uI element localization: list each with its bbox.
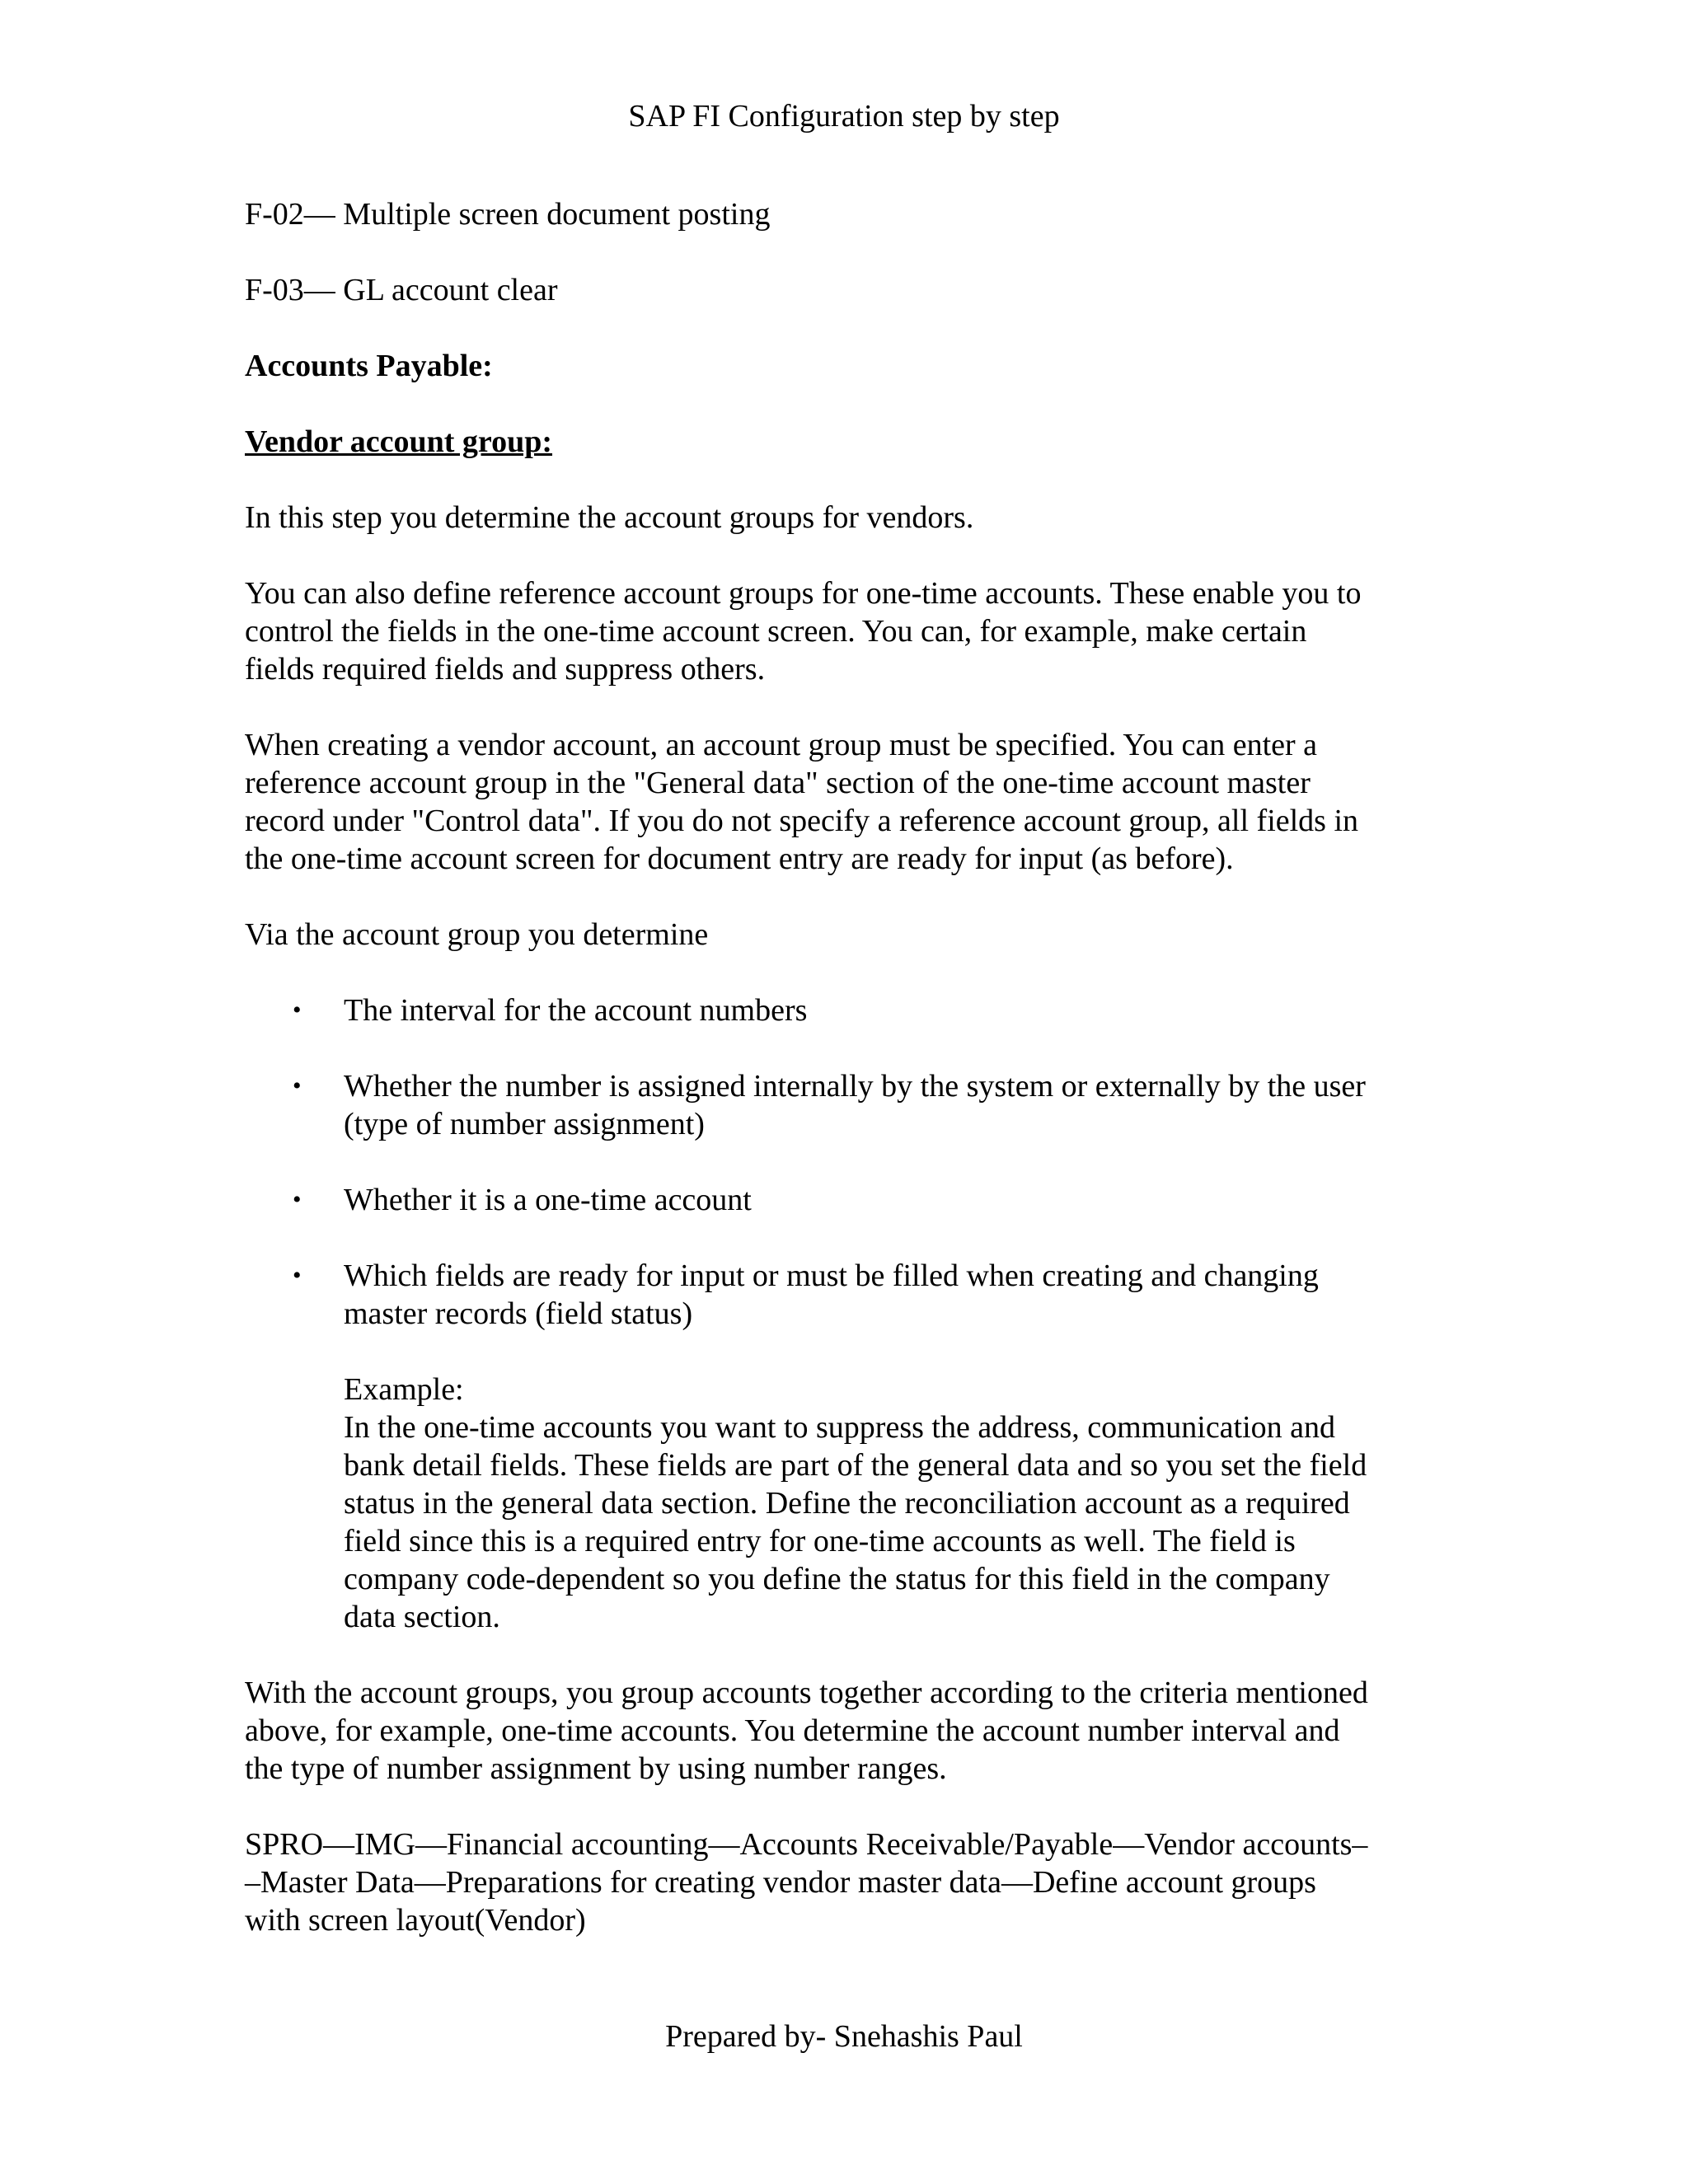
bullet-icon: • <box>293 996 302 1024</box>
list-item <box>245 1067 1456 1143</box>
paragraph-grouping: With the account groups, you group accounts together according to the criteria mentioned above, for example, one-time accounts. You determine the account number interval and the type of number assignment by using number ranges. <box>245 1675 1368 1786</box>
section-heading-accounts-payable: Accounts Payable: <box>245 349 493 383</box>
section-heading-vendor-account-group: Vendor account group: <box>245 424 553 459</box>
list-item-text: Whether the number is assigned internally by the system or externally by the user (type of number assignment) <box>344 1069 1366 1141</box>
list-item <box>245 1181 1456 1219</box>
paragraph-reference-groups: You can also define reference account groups for one-time accounts. These enable you to control the fields in the one-time account screen. You can, for example, make certain fields required fields and suppress others. <box>245 576 1362 687</box>
tcode-f03-line: F-03— GL account clear <box>245 273 558 307</box>
list-item <box>245 1257 1456 1636</box>
example-label: Example: <box>344 1372 464 1407</box>
example-block <box>344 1371 1456 1636</box>
paragraph-menu-path: SPRO—IMG—Financial accounting—Accounts Receivable/Payable—Vendor accounts– –Master Data—Preparations for creating vendor master data—Define account groups with screen layout(Vendor) <box>245 1827 1368 1938</box>
list-item <box>245 991 1456 1029</box>
paragraph-creating-vendor: When creating a vendor account, an account group must be specified. You can enter a reference account group in the "General data" section of the one-time account master record under "Control data". If you do not specify a reference account group, all fields in the one-time account screen for document entry are ready for input (as before). <box>245 728 1359 876</box>
bullet-icon: • <box>293 1262 302 1289</box>
paragraph-via-account-group: Via the account group you determine <box>245 917 709 952</box>
page-header: SAP FI Configuration step by step <box>628 99 1060 134</box>
bullet-icon: • <box>293 1186 302 1213</box>
tcode-f02-line: F-02— Multiple screen document posting <box>245 197 771 232</box>
list-item-text: Which fields are ready for input or must be filled when creating and changing master records (field status) <box>344 1258 1319 1331</box>
page-footer: Prepared by- Snehashis Paul <box>665 2019 1023 2054</box>
list-item-text: Whether it is a one-time account <box>344 1183 752 1217</box>
list-item-text: The interval for the account numbers <box>344 993 808 1028</box>
determination-list <box>245 991 1456 1636</box>
example-text: In the one-time accounts you want to suppress the address, communication and bank detail fields. These fields are part of the general data and so you set the field status in the general data section. Define the reconciliation account as a required field since this is a required entry for one-time accounts as well. The field is company code-dependent so you define the status for this field in the company data section. <box>344 1410 1367 1634</box>
paragraph-intro: In this step you determine the account groups for vendors. <box>245 500 974 535</box>
page-content <box>245 195 1456 1977</box>
bullet-icon: • <box>293 1072 302 1099</box>
